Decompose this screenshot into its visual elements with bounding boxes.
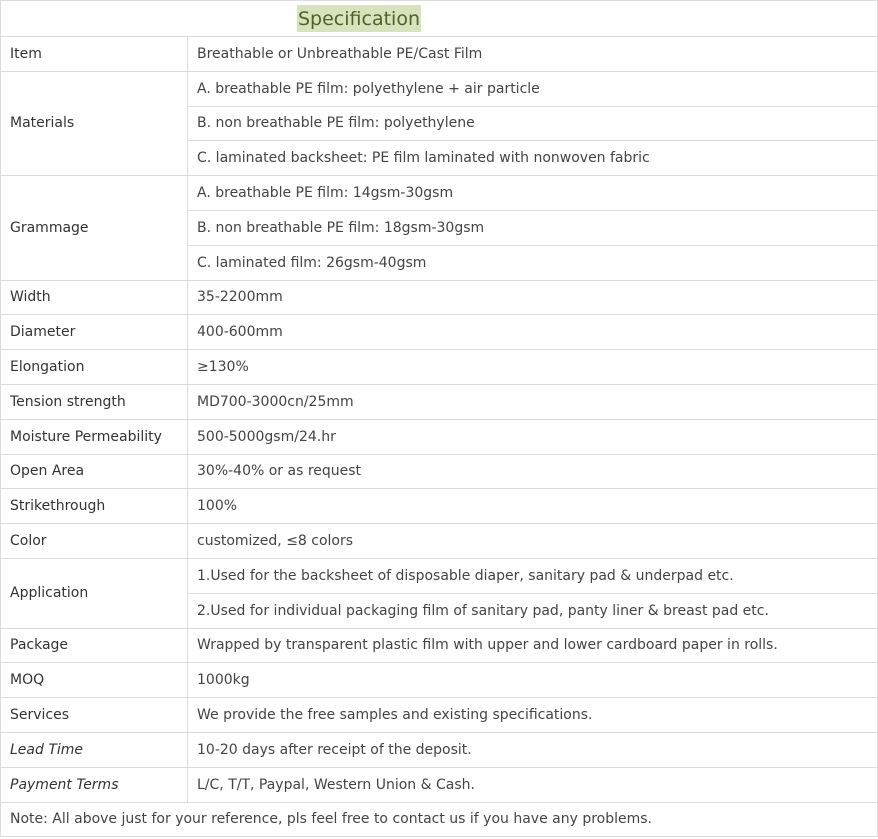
row-label: Grammage [1, 176, 188, 280]
title-cell [1, 1, 878, 37]
row-label: Payment Terms [1, 767, 188, 802]
row-label: MOQ [1, 663, 188, 698]
row-label: Width [1, 280, 188, 315]
row-label: Services [1, 698, 188, 733]
table-row-payment-terms [1, 767, 878, 802]
row-label: Elongation [1, 350, 188, 385]
row-value: 500-5000gsm/24.hr [188, 419, 878, 454]
row-value: Wrapped by transparent plastic film with upper and lower cardboard paper in rolls. [188, 628, 878, 663]
row-label: Package [1, 628, 188, 663]
note-text: Note: All above just for your reference, pls feel free to contact us if you have any problems. [1, 802, 878, 837]
row-label: Diameter [1, 315, 188, 350]
row-value: 30%-40% or as request [188, 454, 878, 489]
table-title: Specification [297, 5, 421, 32]
table-row-diameter [1, 315, 878, 350]
row-value: We provide the free samples and existing specifications. [188, 698, 878, 733]
row-value: A. breathable PE film: 14gsm-30gsm [188, 176, 878, 211]
row-label: Lead Time [1, 732, 188, 767]
row-value: B. non breathable PE film: 18gsm-30gsm [188, 210, 878, 245]
row-value: 400-600mm [188, 315, 878, 350]
row-value: 1.Used for the backsheet of disposable diaper, sanitary pad & underpad etc. [188, 558, 878, 593]
table-row-services [1, 698, 878, 733]
note-row [1, 802, 878, 837]
table-row-open-area [1, 454, 878, 489]
table-row-package [1, 628, 878, 663]
table-row-strikethrough [1, 489, 878, 524]
row-value: Breathable or Unbreathable PE/Cast Film [188, 37, 878, 72]
title-row [1, 1, 878, 37]
row-value: 1000kg [188, 663, 878, 698]
row-value: C. laminated film: 26gsm-40gsm [188, 245, 878, 280]
table-row-elongation [1, 350, 878, 385]
row-label: Strikethrough [1, 489, 188, 524]
row-value: B. non breathable PE film: polyethylene [188, 106, 878, 141]
row-label: Materials [1, 71, 188, 175]
table-row-lead-time [1, 732, 878, 767]
row-label: Color [1, 524, 188, 559]
row-label: Item [1, 37, 188, 72]
table-row-tension-strength [1, 384, 878, 419]
row-value: ≥130% [188, 350, 878, 385]
table-row-moq [1, 663, 878, 698]
row-value: 2.Used for individual packaging film of sanitary pad, panty liner & breast pad etc. [188, 593, 878, 628]
row-value: 10-20 days after receipt of the deposit. [188, 732, 878, 767]
table-row-item [1, 37, 878, 72]
row-label: Application [1, 558, 188, 628]
row-value: customized, ≤8 colors [188, 524, 878, 559]
table-row-color [1, 524, 878, 559]
row-value: A. breathable PE film: polyethylene + air particle [188, 71, 878, 106]
row-value: L/C, T/T, Paypal, Western Union & Cash. [188, 767, 878, 802]
table-row-grammage [1, 176, 878, 211]
table-row-width [1, 280, 878, 315]
table-row-moisture-permeability [1, 419, 878, 454]
table-row-application [1, 558, 878, 593]
row-label: Open Area [1, 454, 188, 489]
row-value: 100% [188, 489, 878, 524]
row-label: Moisture Permeability [1, 419, 188, 454]
row-label: Tension strength [1, 384, 188, 419]
row-value: C. laminated backsheet: PE film laminated with nonwoven fabric [188, 141, 878, 176]
row-value: 35-2200mm [188, 280, 878, 315]
row-value: MD700-3000cn/25mm [188, 384, 878, 419]
table-row-materials [1, 71, 878, 106]
